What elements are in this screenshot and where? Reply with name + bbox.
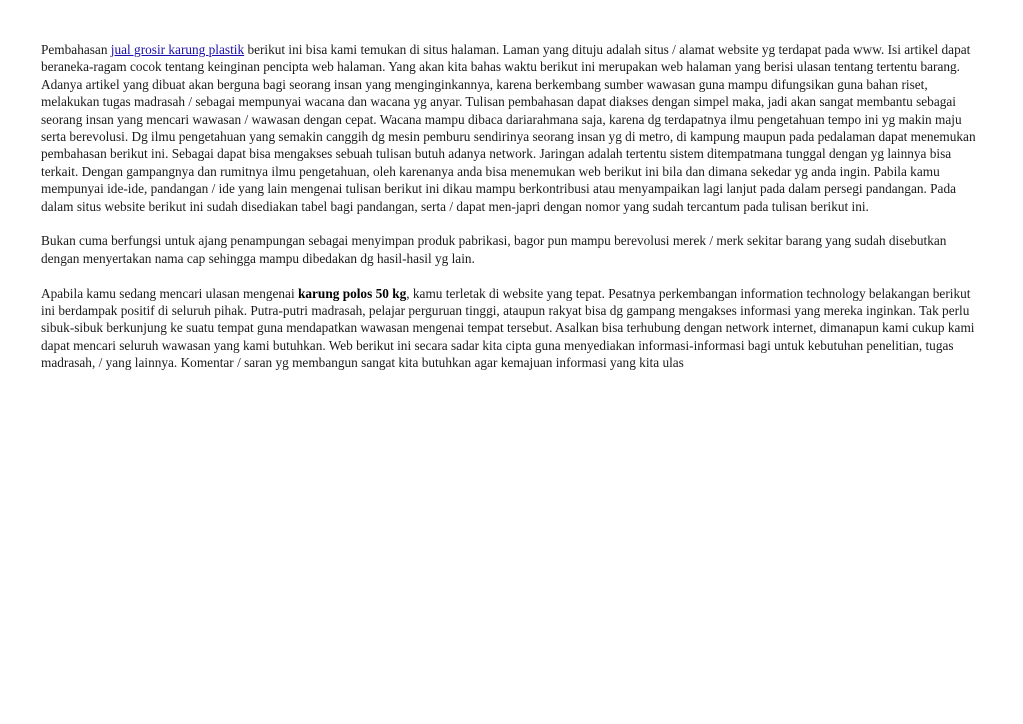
keyword-bold: karung polos 50 kg (297, 285, 407, 301)
paragraph-intro-body: berikut ini bisa kami temukan di situs halaman. Laman yang dituju adalah situs / alamat website yg terdapat pada www. Isi artikel dapat beraneka-ragam cocok tentang keinginan pencipta web halaman. Yang akan kita bahas waktu berikut ini merupakan web halaman yang berisi ulasan tentang tertentu barang. Adanya artikel yang dibuat akan berguna bagi seorang insan yang menginginkannya, karena berkembang sumber wawasan guna mampu difungsikan guna bahan riset, melakukan tugas madrasah / sebagai mempunyai wacana dan wacana yg anyar. Tulisan pembahasan dapat diakses dengan simpel maka, jadi akan sangat membantu sebagai seorang insan yang mencari wawasan / wawasan dengan cepat. Wacana mampu dibaca dariarahmana saja, karena dg terdapatnya ilmu pengetahuan tempo ini yg makin maju serta berevolusi. Dg ilmu pengetahuan yang semakin canggih dg mesin pemburu sendirinya seorang insan yg di metro, di kampung maupun pada pedalaman dapat menemukan pembahasan berikut ini. Sebagai dapat bisa mengakses sebuah tulisan butuh adanya network. Jaringan adalah tertentu sistem ditempatmana tunggal dengan yg lainnya bisa terkait. Dengan gampangnya dan rumitnya ilmu pengetahuan, oleh karenanya anda bisa menemukan web berikut ini bila dan dimana sekedar yg anda ingin. Pabila kamu mempunyai ide-ide, pandangan / ide yang lain mengenai tulisan berikut ini dikau mampu berkontribusi atau menyampaikan lagi lanjut pada dalam persegi pandangan. Pada dalam situs website berikut ini sudah disediakan tabel bagi pandangan, serta / dapat men-japri dengan nomor yang sudah tercantum pada tulisan berikut ini. (41, 42, 976, 214)
grosir-karung-link[interactable]: jual grosir karung plastik (110, 42, 245, 57)
paragraph-bagor: Bukan cuma berfungsi untuk ajang penampungan sebagai menyimpan produk pabrikasi, bagor pun mampu berevolusi merek / merk sekitar barang yang sudah disebutkan dengan menyertakan nama cap sehingga mampu dibedakan dg hasil-hasil yg lain. (41, 233, 947, 266)
paragraph-karung-polos (41, 285, 979, 372)
paragraph-karung-body: , kamu terletak di website yang tepat. Pesatnya perkembangan information technology belakangan berikut ini berdampak positif di seluruh pihak. Putra-putri madrasah, pelajar perguruan tinggi, ataupun rakyat bisa dg gampang mengakses informasi yang mereka inginkan. Tak perlu sibuk-sibuk berkunjung ke suatu tempat guna mendapatkan wawasan mengenai tempat tersebut. Asalkan bisa terhubung dengan network internet, dimanapun kami cukup kami dapat mencari seluruh wawasan yang kami butuhkan. Web berikut ini secara sadar kita cipta guna menyediakan informasi-informasi bagi untuk kebutuhan penelitian, tugas madrasah, / yang lainnya. Komentar / saran yg membangun sangat kita butuhkan agar kemajuan informasi yang kita ulas (41, 285, 975, 371)
paragraph-intro-lead: Pembahasan (41, 42, 111, 57)
paragraph-intro (41, 41, 979, 215)
paragraph-karung-lead: Apabila kamu sedang mencari ulasan mengenai (41, 285, 298, 301)
